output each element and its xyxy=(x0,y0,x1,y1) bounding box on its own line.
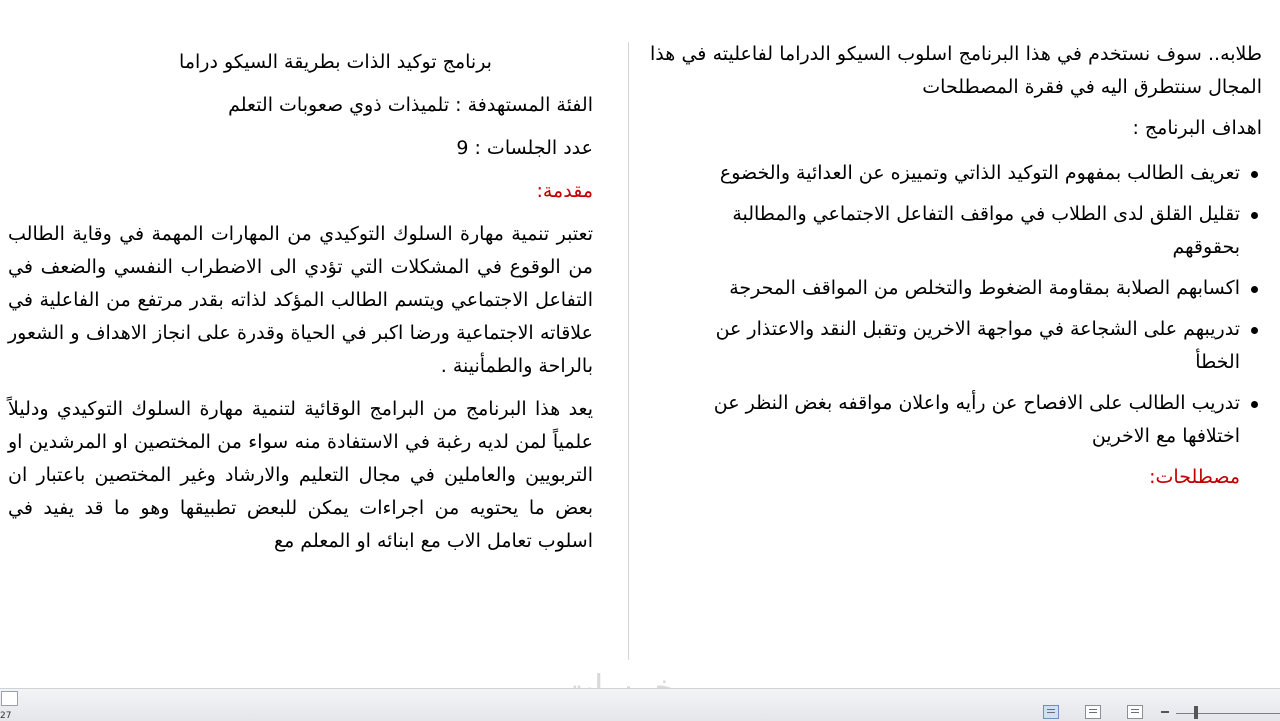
print-layout-view-icon[interactable] xyxy=(1043,705,1059,719)
list-item: تدريب الطالب على الافصاح عن رأيه واعلان مواقفه بغض النظر عن اختلافها مع الاخرين xyxy=(700,387,1240,453)
goals-heading: اهداف البرنامج : xyxy=(1132,117,1262,139)
program-title: برنامج توكيد الذات بطريقة السيكو دراما xyxy=(179,51,492,73)
list-item: اكسابهم الصلابة بمقاومة الضغوط والتخلص من المواقف المحرجة xyxy=(700,272,1240,305)
page-indicator: 27 xyxy=(0,711,12,721)
goals-list xyxy=(650,157,1262,453)
intro-heading: مقدمة: xyxy=(536,180,593,202)
web-layout-view-icon[interactable] xyxy=(1127,705,1143,719)
left-column xyxy=(8,38,593,558)
column-divider xyxy=(628,42,629,660)
sessions-count: عدد الجلسات : 9 xyxy=(456,137,593,159)
list-item: تقليل القلق لدى الطلاب في مواقف التفاعل الاجتماعي والمطالبة بحقوقهم xyxy=(700,198,1240,264)
zoom-out-icon[interactable] xyxy=(1161,711,1169,713)
intro-paragraph: تعتبر تنمية مهارة السلوك التوكيدي من المهارات المهمة في وقاية الطالب من الوقوع في المشكلات التي تؤدي الى الاضطراب النفسي والضعف في التفاعل الاجتماعي ويتسم الطالب المؤكد لذاته بقدر مرتفع من الفاعلية في علاقاته الاجتماعية ورضا اكبر في الحياة وقدرة على انجاز الاهداف و الشعور بالراحة والطمأنينة . xyxy=(8,223,593,377)
zoom-slider-thumb[interactable] xyxy=(1194,706,1198,719)
list-item: تعريف الطالب بمفهوم التوكيد الذاتي وتمييزه عن العدائية والخضوع xyxy=(700,157,1240,190)
status-checkbox[interactable] xyxy=(1,691,18,706)
terms-heading: مصطلحات: xyxy=(1149,466,1240,488)
list-item: تدريبهم على الشجاعة في مواجهة الاخرين وتقبل النقد والاعتذار عن الخطأ xyxy=(700,313,1240,379)
zoom-slider[interactable] xyxy=(1176,713,1280,714)
second-paragraph: يعد هذا البرنامج من البرامج الوقائية لتنمية مهارة السلوك التوكيدي ودليلاً علمياً لمن لديه رغبة في الاستفادة منه سواء من المختصين او المرشدين او التربويين والعاملين في مجال التعليم والارشاد وغير المختصين باعتبار ان بعض ما يحتويه من اجراءات يمكن للبعض تطبيقها وهو ما قد يفيد في اسلوب تعامل الاب مع ابنائه او المعلم مع xyxy=(8,398,593,552)
target-group: الفئة المستهدفة : تلميذات ذوي صعوبات التعلم xyxy=(228,94,593,116)
full-screen-view-icon[interactable] xyxy=(1085,705,1101,719)
continuation-paragraph: طلابه.. سوف نستخدم في هذا البرنامج اسلوب السيكو الدراما لفاعليته في هذا المجال سنتطرق اليه في فقرة المصطلحات xyxy=(650,43,1262,98)
right-column xyxy=(650,38,1262,494)
